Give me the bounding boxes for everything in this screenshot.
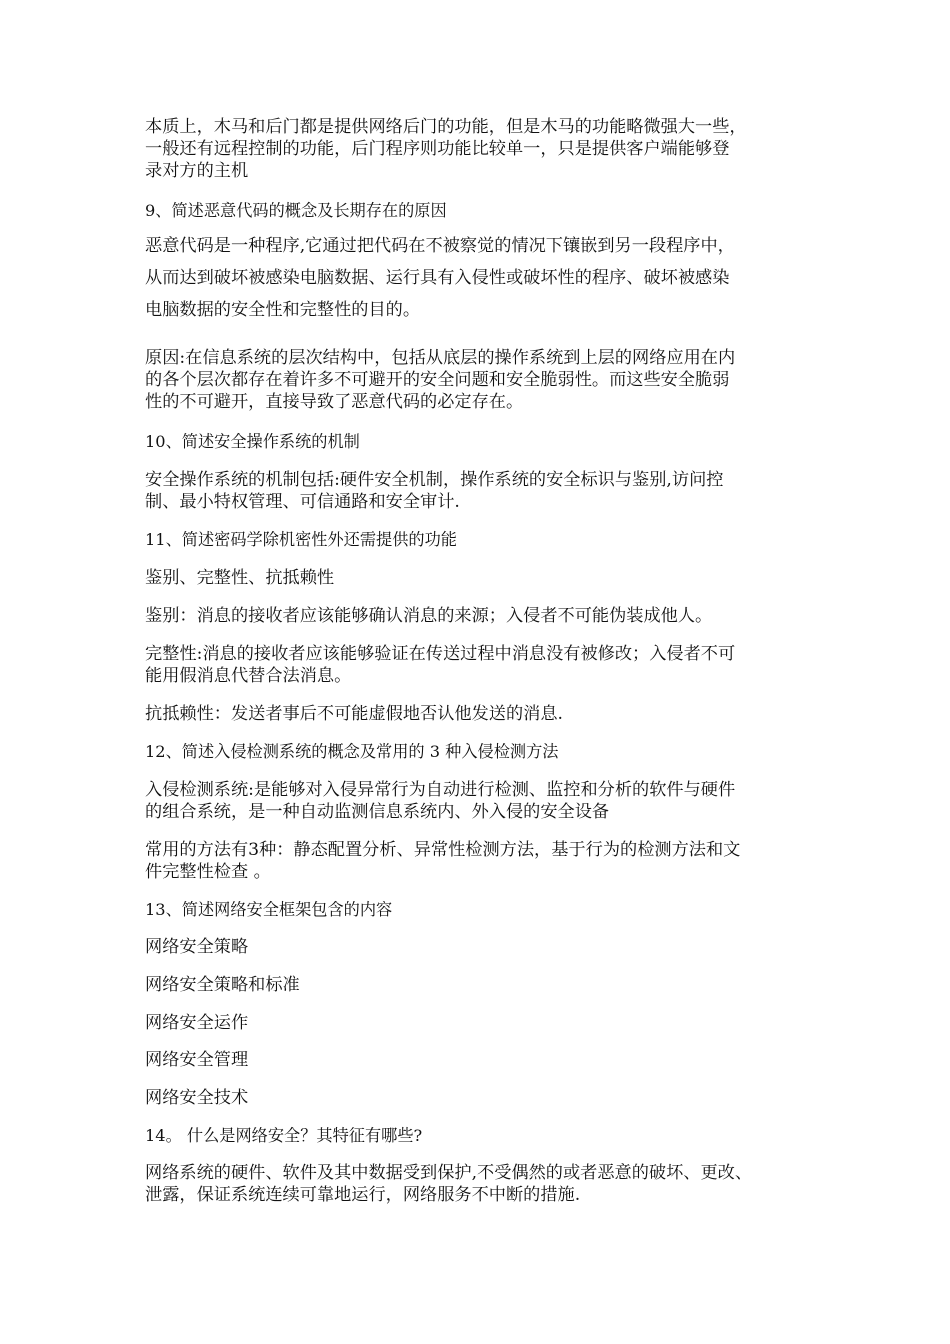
answer-11-authentication: 鉴别：消息的接收者应该能够确认消息的来源；入侵者不可能伪装成他人。 [145,606,713,626]
intro-paragraph: 本质上，木马和后门都是提供网络后门的功能，但是木马的功能略微强大一些， 一般还有远程控制的功能，后门程序则功能比较单一，只是提供客户端能够登 录对方的主机 [145,117,747,181]
answer-11-non-repudiation: 抗抵赖性：发送者事后不可能虚假地否认他发送的消息. [145,704,563,724]
framework-item: 网络安全策略 [145,937,249,957]
answer-9-definition: 恶意代码是一种程序,它通过把代码在不被察觉的情况下镶嵌到另一段程序中， 从而达到破坏被感染电脑数据、运行具有入侵性或破坏性的程序、破坏被感染 电脑数据的安全性和完整性的目的。 [145,236,735,320]
answer-10: 安全操作系统的机制包括:硬件安全机制，操作系统的安全标识与鉴别,访问控 制、最小特权管理、可信通路和安全审计. [145,470,724,512]
answer-11-summary: 鉴别、完整性、抗抵赖性 [145,568,335,588]
question-12-heading: 12、简述入侵检测系统的概念及常用的 3 种入侵检测方法 [145,742,559,761]
framework-item: 网络安全管理 [145,1050,249,1070]
answer-9-reason: 原因:在信息系统的层次结构中，包括从底层的操作系统到上层的网络应用在内 的各个层次都存在着许多不可避开的安全问题和安全脆弱性。而这些安全脆弱 性的不可避开，直接导致了恶意代码的必定存在。 [145,348,736,412]
question-14-heading: 14。 什么是网络安全？其特征有哪些? [145,1126,423,1145]
answer-12-methods: 常用的方法有3种：静态配置分析、异常性检测方法，基于行为的检测方法和文 件完整性检查 。 [145,840,741,882]
framework-item: 网络安全运作 [145,1013,249,1033]
answer-11-integrity: 完整性:消息的接收者应该能够验证在传送过程中消息没有被修改；入侵者不可 能用假消息代替合法消息。 [145,644,736,686]
question-13-heading: 13、简述网络安全框架包含的内容 [145,900,393,919]
answer-12-definition: 入侵检测系统:是能够对入侵异常行为自动进行检测、监控和分析的软件与硬件 的组合系统，是一种自动监测信息系统内、外入侵的安全设备 [145,780,736,822]
framework-item: 网络安全技术 [145,1088,249,1108]
framework-item: 网络安全策略和标准 [145,975,300,995]
answer-14: 网络系统的硬件、软件及其中数据受到保护,不受偶然的或者恶意的破坏、更改、 泄露，保证系统连续可靠地运行，网络服务不中断的措施. [145,1163,753,1205]
question-9-heading: 9、简述恶意代码的概念及长期存在的原因 [145,201,447,220]
question-11-heading: 11、简述密码学除机密性外还需提供的功能 [145,530,457,549]
question-10-heading: 10、简述安全操作系统的机制 [145,432,360,451]
